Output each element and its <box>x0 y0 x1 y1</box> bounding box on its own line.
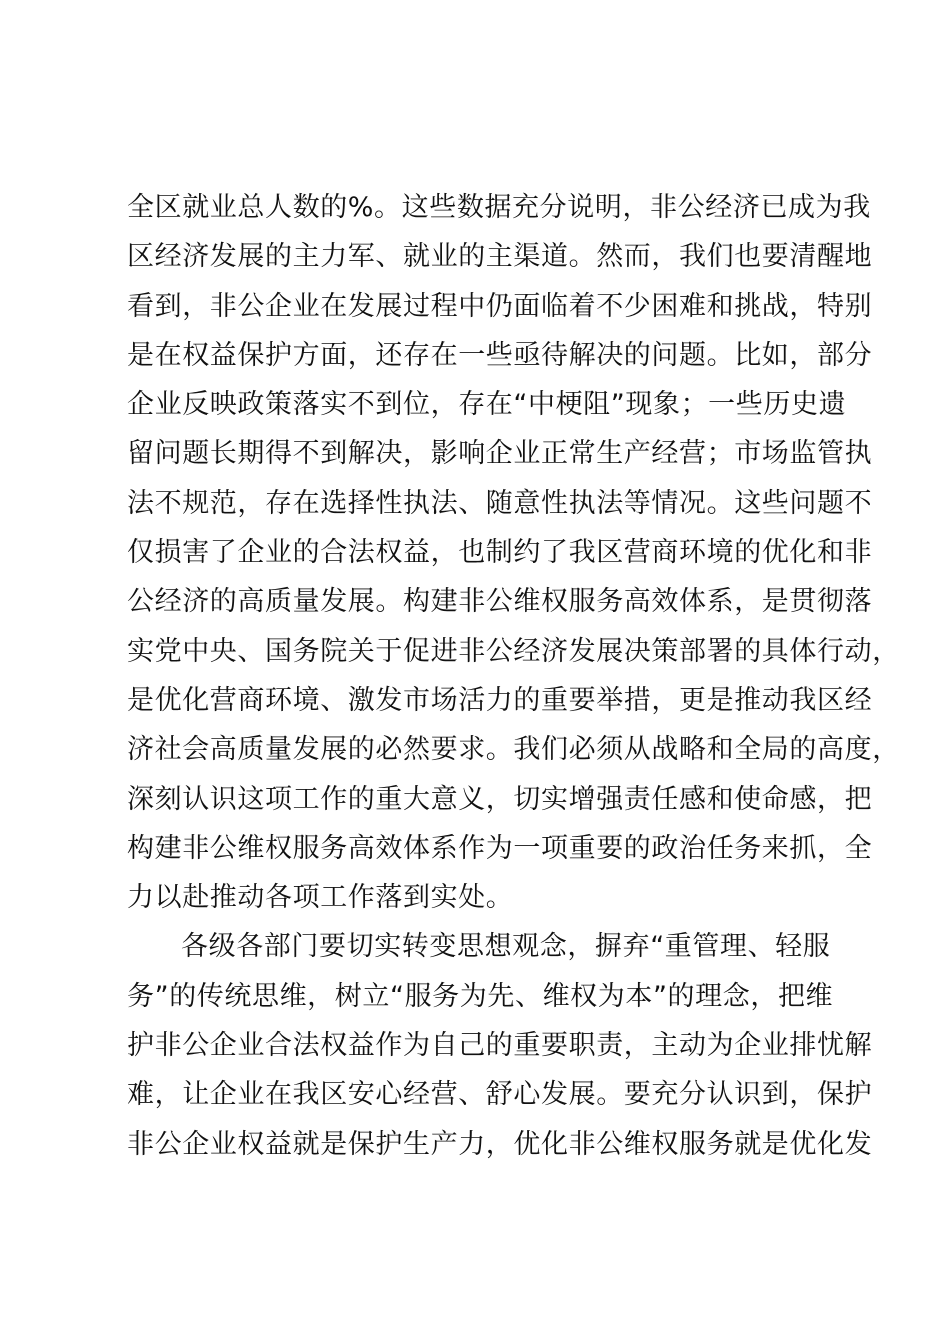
paragraph-2 <box>127 922 873 1168</box>
text-line: 难，让企业在我区安心经营、舒心发展。要充分认识到，保护 <box>127 1079 873 1111</box>
text-line: 深刻认识这项工作的重大意义，切实增强责任感和使命感，把 <box>127 783 873 815</box>
text-line: 实党中央、国务院关于促进非公经济发展决策部署的具体行动， <box>127 635 900 667</box>
text-line: 留问题长期得不到解决，影响企业正常生产经营；市场监管执 <box>127 438 873 470</box>
text-line: 是优化营商环境、激发市场活力的重要举措，更是推动我区经 <box>127 684 873 716</box>
text-line: 看到，非公企业在发展过程中仍面临着不少困难和挑战，特别 <box>127 290 873 322</box>
text-line: 公经济的高质量发展。构建非公维权服务高效体系，是贯彻落 <box>127 586 873 618</box>
text-line: 各级各部门要切实转变思想观念，摒弃“重管理、轻服 <box>181 931 831 963</box>
document-body <box>127 183 900 1169</box>
paragraph-1 <box>127 183 900 922</box>
text-line: 务”的传统思维，树立“服务为先、维权为本”的理念，把维 <box>127 980 834 1012</box>
text-line: 仅损害了企业的合法权益，也制约了我区营商环境的优化和非 <box>127 537 873 569</box>
text-line: 济社会高质量发展的必然要求。我们必须从战略和全局的高度， <box>127 734 900 766</box>
text-line: 全区就业总人数的%。这些数据充分说明，非公经济已成为我 <box>127 192 871 223</box>
text-line: 力以赴推动各项工作落到实处。 <box>127 882 514 914</box>
text-line: 非公企业权益就是保护生产力，优化非公维权服务就是优化发 <box>127 1128 873 1160</box>
text-line: 是在权益保护方面，还存在一些亟待解决的问题。比如，部分 <box>127 339 873 371</box>
text-line: 区经济发展的主力军、就业的主渠道。然而，我们也要清醒地 <box>127 241 873 273</box>
text-line: 法不规范，存在选择性执法、随意性执法等情况。这些问题不 <box>127 487 873 519</box>
text-line: 护非公企业合法权益作为自己的重要职责，主动为企业排忧解 <box>127 1030 873 1062</box>
text-line: 企业反映政策落实不到位，存在“中梗阻”现象；一些历史遗 <box>127 389 847 421</box>
text-line: 构建非公维权服务高效体系作为一项重要的政治任务来抓，全 <box>127 832 873 864</box>
